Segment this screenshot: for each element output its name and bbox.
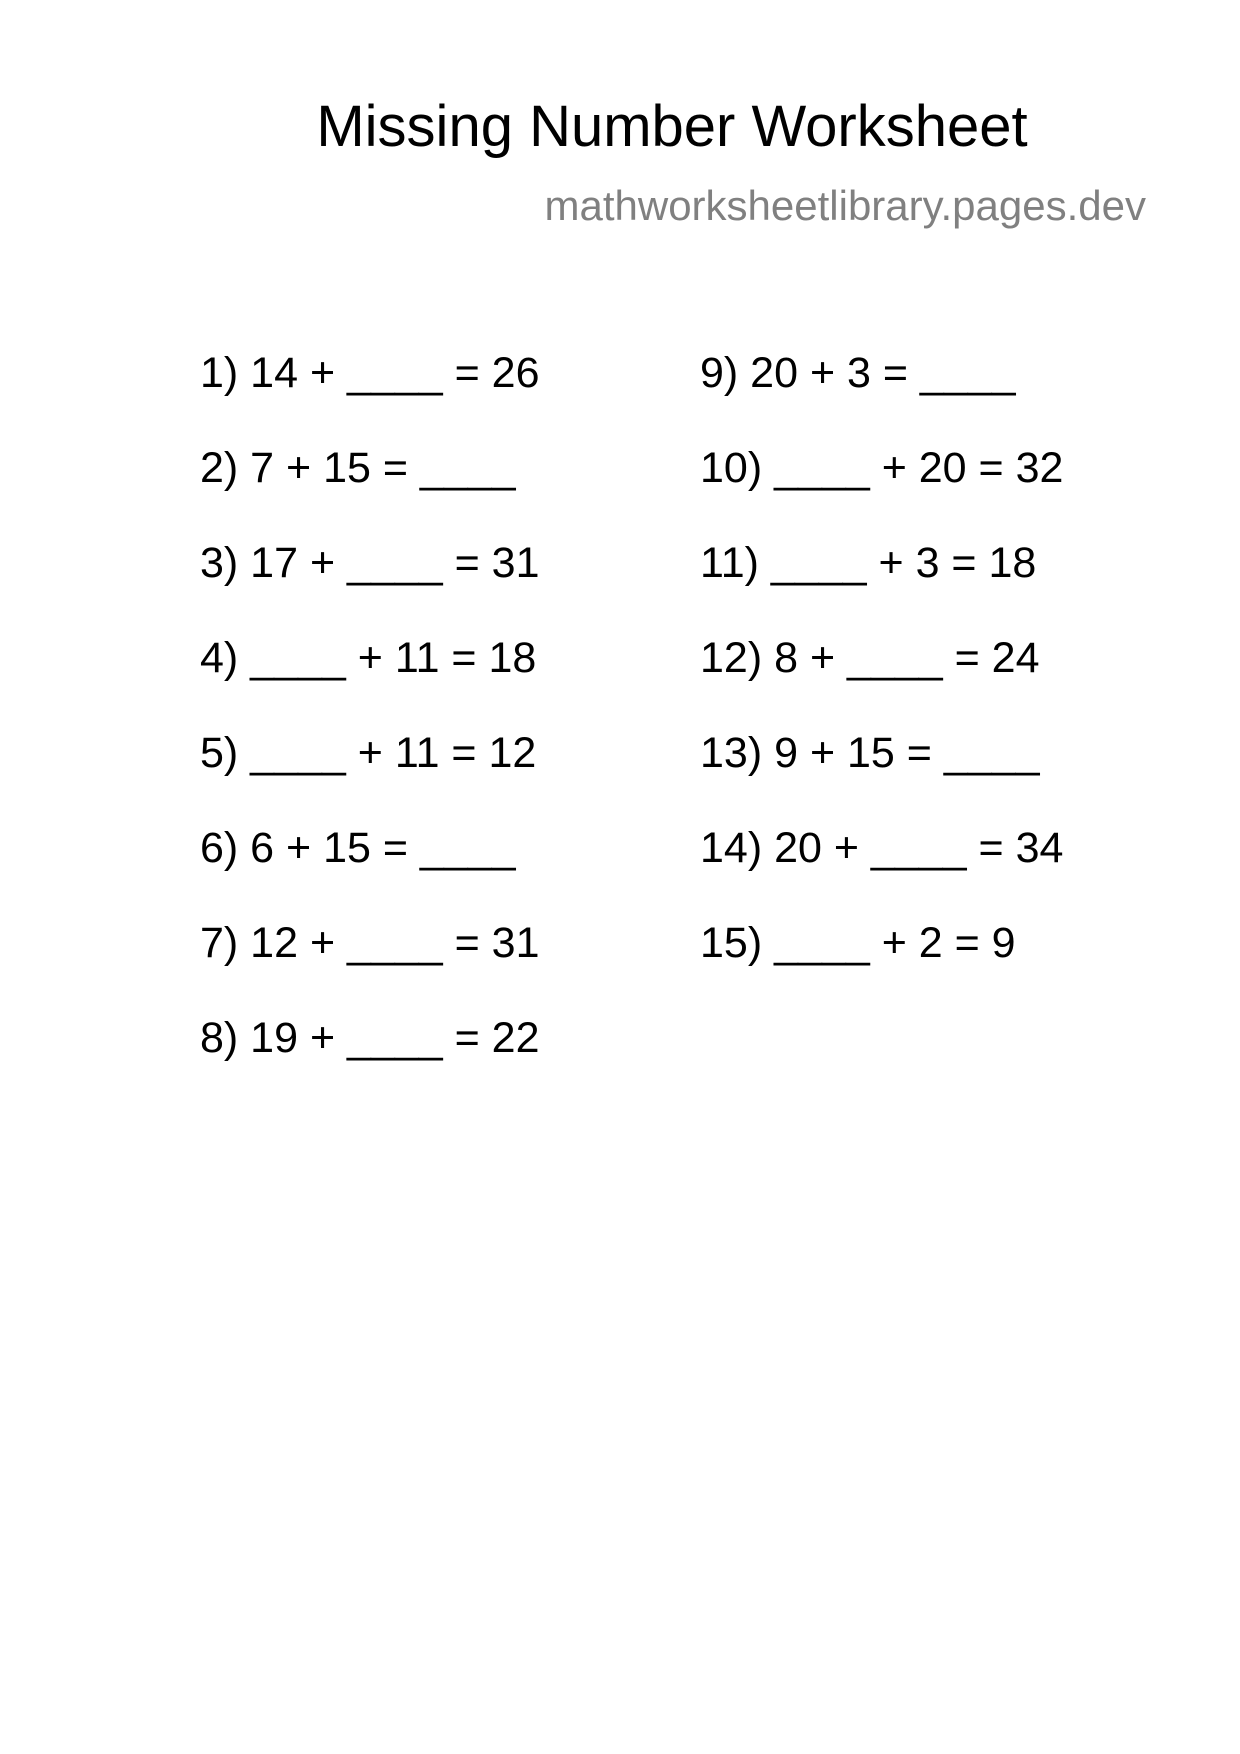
problem-item: 9) 20 + 3 = ____ [700,349,1016,397]
problem-item: 2) 7 + 15 = ____ [200,444,516,492]
problem-item: 12) 8 + ____ = 24 [700,634,1040,682]
problem-item: 11) ____ + 3 = 18 [700,539,1037,587]
worksheet-title: Missing Number Worksheet [316,94,1028,159]
problem-item: 3) 17 + ____ = 31 [200,539,540,587]
problem-item: 4) ____ + 11 = 18 [200,634,537,682]
problem-item: 8) 19 + ____ = 22 [200,1014,540,1062]
problem-item: 15) ____ + 2 = 9 [700,919,1016,967]
problem-item: 10) ____ + 20 = 32 [700,444,1064,492]
problem-item: 14) 20 + ____ = 34 [700,824,1064,872]
problem-item: 1) 14 + ____ = 26 [200,349,540,397]
problem-list [200,349,1140,1112]
problem-item: 13) 9 + 15 = ____ [700,729,1040,777]
website-url: mathworksheetlibrary.pages.dev [544,182,1146,229]
problem-item: 7) 12 + ____ = 31 [200,919,540,967]
problem-item: 5) ____ + 11 = 12 [200,729,537,777]
problem-item: 6) 6 + 15 = ____ [200,824,516,872]
